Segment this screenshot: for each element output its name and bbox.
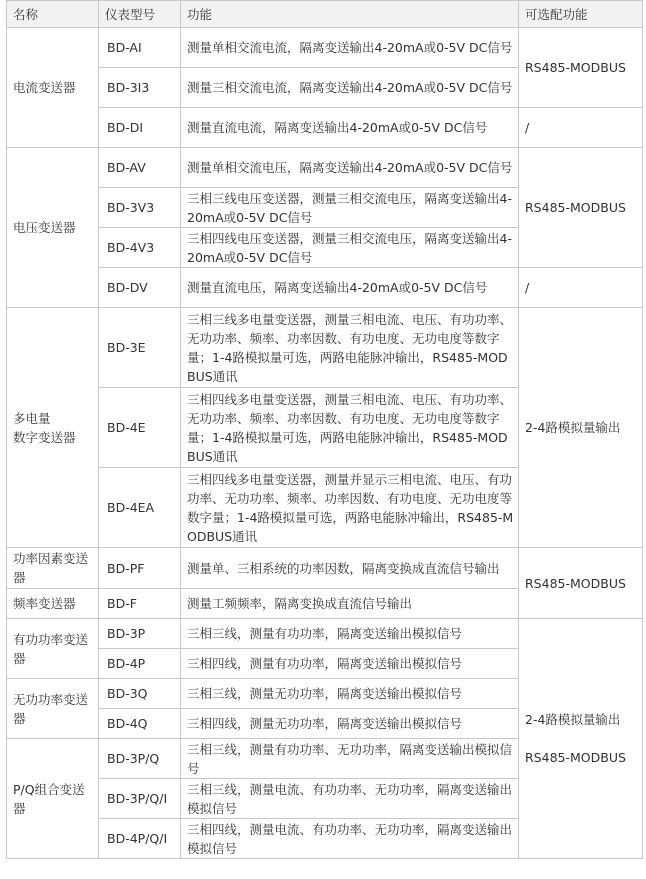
function-cell: 测量单、三相系统的功率因数，隔离变换成直流信号输出: [181, 548, 519, 589]
function-cell: 三相三线多电量变送器，测量三相电流、电压、有功功率、无功功率、频率、功率因数、有功电度、无功电度等数字量；1-4路模拟量可选，两路电能脉冲输出，RS485-MODBUS通讯: [181, 308, 519, 388]
option-cell: [519, 619, 643, 859]
table-row: [7, 148, 643, 188]
function-cell: 三相三线电压变送器，测量三相交流电压，隔离变送输出4-20mA或0-5V DC信号: [181, 188, 519, 228]
function-cell: 三相三线，测量无功功率，隔离变送输出模拟信号: [181, 679, 519, 709]
option-line1: 2-4路模拟量输出: [525, 712, 621, 727]
model-cell: BD-4EA: [99, 468, 181, 548]
header-options: 可选配功能: [519, 1, 643, 28]
function-cell: 三相四线多电量变送器，测量并显示三相电流、电压、有功功率、无功功率、频率、功率因数、有功电度、无功电度等数字量；1-4路模拟量可选，两路电能脉冲输出，RS485-MODBUS通讯: [181, 468, 519, 548]
header-function: 功能: [181, 1, 519, 28]
header-model: 仪表型号: [99, 1, 181, 28]
table-row: [7, 268, 643, 308]
option-cell: RS485-MODBUS: [519, 148, 643, 268]
model-cell: BD-DI: [99, 108, 181, 148]
option-cell: /: [519, 268, 643, 308]
table-row: [7, 619, 643, 649]
option-cell: RS485-MODBUS: [519, 548, 643, 619]
function-cell: 三相四线多电量变送器，测量三相电流、电压、有功功率、无功功率、频率、功率因数、有功电度、无功电度等数字量；1-4路模拟量可选，两路电能脉冲输出，RS485-MODBUS通讯: [181, 388, 519, 468]
category-name: 频率变送器: [7, 589, 99, 619]
model-cell: BD-3P/Q/I: [99, 779, 181, 819]
function-cell: 测量直流电流，隔离变送输出4-20mA或0-5V DC信号: [181, 108, 519, 148]
option-line2: RS485-MODBUS: [525, 750, 626, 765]
function-cell: 测量直流电压，隔离变送输出4-20mA或0-5V DC信号: [181, 268, 519, 308]
model-cell: BD-3P/Q: [99, 739, 181, 779]
category-name-line1: 多电量: [13, 410, 51, 426]
table-header-row: [7, 1, 643, 28]
model-cell: BD-3I3: [99, 68, 181, 108]
model-cell: BD-4E: [99, 388, 181, 468]
model-cell: BD-F: [99, 589, 181, 619]
function-cell: 测量三相交流电流，隔离变送输出4-20mA或0-5V DC信号: [181, 68, 519, 108]
category-name-line2: 数字变送器: [13, 429, 76, 445]
table-row: [7, 308, 643, 388]
category-name: 电压变送器: [7, 148, 99, 308]
model-cell: BD-AV: [99, 148, 181, 188]
model-cell: BD-3Q: [99, 679, 181, 709]
function-cell: 测量单相交流电流，隔离变送输出4-20mA或0-5V DC信号: [181, 28, 519, 68]
function-cell: 三相四线电压变送器，测量三相交流电压，隔离变送输出4-20mA或0-5V DC信号: [181, 228, 519, 268]
category-name: P/Q组合变送器: [7, 739, 99, 859]
function-cell: 三相四线，测量无功功率，隔离变送输出模拟信号: [181, 709, 519, 739]
product-table: [6, 0, 643, 859]
table-row: [7, 548, 643, 589]
function-cell: 三相四线，测量有功功率，隔离变送输出模拟信号: [181, 649, 519, 679]
option-cell: RS485-MODBUS: [519, 28, 643, 108]
option-cell: /: [519, 108, 643, 148]
table-row: [7, 28, 643, 68]
model-cell: BD-3P: [99, 619, 181, 649]
function-cell: 三相三线，测量有功功率、无功功率，隔离变送输出模拟信号: [181, 739, 519, 779]
function-cell: 测量单相交流电压，隔离变送输出4-20mA或0-5V DC信号: [181, 148, 519, 188]
model-cell: BD-3V3: [99, 188, 181, 228]
model-cell: BD-4V3: [99, 228, 181, 268]
option-cell: 2-4路模拟量输出: [519, 308, 643, 548]
model-cell: BD-PF: [99, 548, 181, 589]
model-cell: BD-AI: [99, 28, 181, 68]
function-cell: 测量工频频率，隔离变换成直流信号输出: [181, 589, 519, 619]
model-cell: BD-DV: [99, 268, 181, 308]
table-row: [7, 108, 643, 148]
model-cell: BD-4P: [99, 649, 181, 679]
model-cell: BD-3E: [99, 308, 181, 388]
function-cell: 三相四线，测量电流、有功功率、无功功率，隔离变送输出模拟信号: [181, 819, 519, 859]
category-name: 功率因素变送器: [7, 548, 99, 589]
function-cell: 三相三线，测量电流、有功功率、无功功率，隔离变送输出模拟信号: [181, 779, 519, 819]
category-name: 无功功率变送器: [7, 679, 99, 739]
category-name: 有功功率变送器: [7, 619, 99, 679]
model-cell: BD-4Q: [99, 709, 181, 739]
category-name: [7, 308, 99, 548]
function-cell: 三相三线，测量有功功率，隔离变送输出模拟信号: [181, 619, 519, 649]
header-name: 名称: [7, 1, 99, 28]
category-name: 电流变送器: [7, 28, 99, 148]
model-cell: BD-4P/Q/I: [99, 819, 181, 859]
